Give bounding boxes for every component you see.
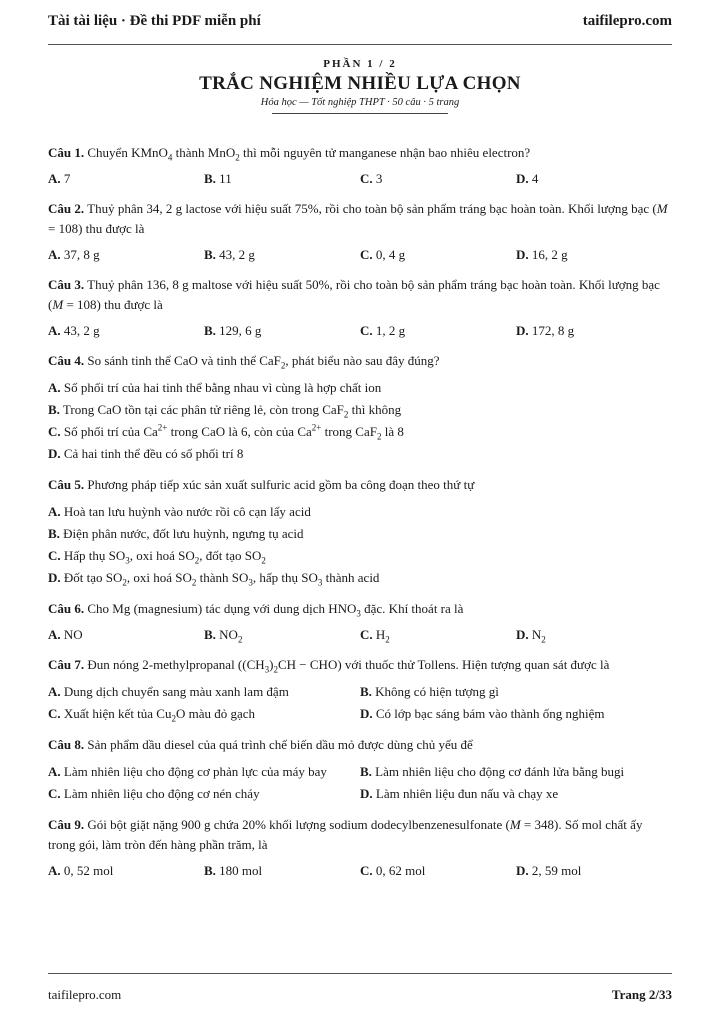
option-text: Hoà tan lưu huỳnh vào nước rồi cô cạn lấy acid xyxy=(60,504,311,519)
question-stem xyxy=(48,815,672,855)
title-block xyxy=(48,58,672,114)
footer-site-url: taifilepro.com xyxy=(48,987,122,1002)
option-b xyxy=(204,625,360,645)
option-a xyxy=(48,861,204,881)
option-text: 7 xyxy=(60,171,71,186)
question-text: Sản phẩm dầu diesel của quá trình chế biến dầu mỏ được dùng chủ yếu để xyxy=(84,737,473,752)
question-stem xyxy=(48,275,672,315)
question-number: Câu 6. xyxy=(48,601,85,616)
option-letter: D. xyxy=(360,706,373,721)
question-stem xyxy=(48,735,672,755)
option-d xyxy=(516,321,672,341)
answer-options xyxy=(48,377,672,465)
option-letter: D. xyxy=(516,323,529,338)
option-c xyxy=(48,703,360,725)
option-a xyxy=(48,761,360,783)
option-letter: B. xyxy=(204,323,216,338)
question-stem xyxy=(48,655,672,675)
option-text: 0, 52 mol xyxy=(60,863,114,878)
option-a xyxy=(48,245,204,265)
option-text: 172, 8 g xyxy=(528,323,575,338)
option-d xyxy=(516,245,672,265)
option-text: $NO_2$ xyxy=(215,627,243,645)
option-letter: C. xyxy=(48,424,61,439)
option-b xyxy=(48,526,303,541)
option-text: Làm nhiên liệu cho động cơ nén cháy xyxy=(60,786,260,801)
question-5 xyxy=(48,475,672,589)
option-text: 11 xyxy=(215,171,232,186)
option-letter: A. xyxy=(48,684,61,699)
page-number: Trang 2/33 xyxy=(611,987,672,1002)
question-number: Câu 7. xyxy=(48,657,85,672)
option-text: NO xyxy=(60,627,83,642)
option-text: Không có hiện tượng gì xyxy=(371,684,499,699)
option-letter: A. xyxy=(48,171,61,186)
answer-options xyxy=(48,681,672,725)
option-letter: B. xyxy=(204,247,216,262)
header-site-title: Tài tài liệu · Đề thi PDF miễn phí xyxy=(48,13,261,29)
option-c xyxy=(48,783,360,805)
option-text: $N_2$ xyxy=(528,627,546,645)
option-text: Dung dịch chuyển sang màu xanh lam đậm xyxy=(60,684,289,699)
question-text: Cho Mg (magnesium) tác dụng với dung dịch $HNO_3$ đặc. Khí thoát ra là xyxy=(84,601,464,619)
part-label: PHẦN 1 / 2 xyxy=(323,58,397,70)
option-a xyxy=(48,625,204,645)
option-text: Trong CaO tồn tại các phân tử riêng lẻ, còn trong CaF$_2$ thì không xyxy=(59,402,402,420)
option-letter: A. xyxy=(48,627,61,642)
option-d xyxy=(48,570,380,588)
question-list xyxy=(48,143,672,891)
footer-rule xyxy=(48,973,672,974)
question-number: Câu 9. xyxy=(48,817,85,832)
option-letter: A. xyxy=(48,863,61,878)
option-c xyxy=(360,321,516,341)
option-letter: D. xyxy=(360,786,373,801)
option-text: Số phối trí của $Ca^{2+}$ trong CaO là 6, còn của $Ca^{2+}$ trong CaF$_2$ là 8 xyxy=(60,422,404,442)
question-stem xyxy=(48,475,672,495)
option-d xyxy=(360,783,672,805)
answer-options xyxy=(48,501,672,589)
option-letter: C. xyxy=(48,548,61,563)
answer-options xyxy=(48,625,672,645)
option-letter: B. xyxy=(48,526,60,541)
question-text: Đun nóng 2-methylpropanal $((CH_3)_2CH - CHO)$ với thuốc thử Tollens. Hiện tượng quan sát được là xyxy=(84,657,610,675)
question-number: Câu 3. xyxy=(48,277,85,292)
option-text: 0, 62 mol xyxy=(372,863,426,878)
option-b xyxy=(48,402,402,420)
question-text: Gói bột giặt nặng 900 g chứa 20% khối lượng sodium dodecylbenzenesulfonate (M = 348). Số mol chất ấy trong gói, làm tròn đến hàng phần trăm, là xyxy=(48,817,643,852)
page-header xyxy=(48,13,672,30)
question-8 xyxy=(48,735,672,805)
option-text: 0, 4 g xyxy=(372,247,406,262)
option-text: Đốt tạo $SO_2$, oxi hoá $SO_2$ thành $SO_3$, hấp thụ $SO_3$ thành acid xyxy=(60,570,380,588)
option-text: Điện phân nước, đốt lưu huỳnh, ngưng tụ acid xyxy=(59,526,304,541)
answer-options xyxy=(48,245,672,265)
section-subtitle: Hóa học — Tốt nghiệp THPT · 50 câu · 5 trang xyxy=(260,97,460,108)
option-text: 16, 2 g xyxy=(528,247,568,262)
question-stem xyxy=(48,351,672,371)
question-number: Câu 1. xyxy=(48,145,85,160)
option-letter: B. xyxy=(204,627,216,642)
option-text: 37, 8 g xyxy=(60,247,100,262)
option-letter: A. xyxy=(48,764,61,779)
page-footer xyxy=(48,987,672,1003)
question-stem xyxy=(48,599,672,619)
option-letter: C. xyxy=(360,323,373,338)
question-2 xyxy=(48,199,672,265)
answer-options xyxy=(48,321,672,341)
title-underline xyxy=(272,113,448,114)
option-a xyxy=(48,380,381,395)
header-rule xyxy=(48,44,672,45)
option-b xyxy=(360,681,672,703)
option-a xyxy=(48,681,360,703)
question-9 xyxy=(48,815,672,881)
question-text: Thuỷ phân 34, 2 g lactose với hiệu suất 75%, rồi cho toàn bộ sản phẩm tráng bạc hoàn toàn. Khối lượng bạc (M = 108) thu được là xyxy=(48,201,668,236)
option-text: Số phối trí của hai tinh thể bằng nhau vì cùng là hợp chất ion xyxy=(60,380,382,395)
option-b xyxy=(360,761,672,783)
option-b xyxy=(204,169,360,189)
question-number: Câu 2. xyxy=(48,201,85,216)
header-site-url: taifilepro.com xyxy=(582,13,672,29)
question-text: So sánh tinh thể CaO và tinh thể CaF$_2$, phát biểu nào sau đây đúng? xyxy=(84,353,440,371)
option-c xyxy=(360,861,516,881)
option-text: Có lớp bạc sáng bám vào thành ống nghiệm xyxy=(372,706,605,721)
question-number: Câu 5. xyxy=(48,477,85,492)
option-d xyxy=(48,446,243,461)
question-1 xyxy=(48,143,672,189)
option-d xyxy=(360,703,672,725)
option-b xyxy=(204,861,360,881)
option-letter: B. xyxy=(360,764,372,779)
option-letter: D. xyxy=(516,627,529,642)
option-d xyxy=(516,169,672,189)
option-a xyxy=(48,321,204,341)
section-title: TRẮC NGHIỆM NHIỀU LỰA CHỌN xyxy=(199,73,521,94)
option-a xyxy=(48,504,311,519)
question-4 xyxy=(48,351,672,465)
option-text: Cả hai tinh thể đều có số phối trí 8 xyxy=(60,446,244,461)
option-text: Làm nhiên liệu cho động cơ phản lực của máy bay xyxy=(60,764,327,779)
option-text: 2, 59 mol xyxy=(528,863,582,878)
question-number: Câu 8. xyxy=(48,737,85,752)
option-text: $H_2$ xyxy=(372,627,390,645)
option-c xyxy=(360,625,516,645)
option-letter: D. xyxy=(516,863,529,878)
option-text: 1, 2 g xyxy=(372,323,406,338)
option-c xyxy=(360,245,516,265)
option-letter: D. xyxy=(48,446,61,461)
answer-options xyxy=(48,761,672,805)
option-text: Làm nhiên liệu đun nấu và chạy xe xyxy=(372,786,559,801)
option-a xyxy=(48,169,204,189)
question-text: Phương pháp tiếp xúc sản xuất sulfuric acid gồm ba công đoạn theo thứ tự xyxy=(84,477,475,492)
question-stem xyxy=(48,199,672,239)
question-stem xyxy=(48,143,672,163)
option-c xyxy=(48,422,404,442)
option-text: Xuất hiện kết tủa $Cu_2O$ màu đỏ gạch xyxy=(60,706,256,724)
answer-options xyxy=(48,169,672,189)
question-7 xyxy=(48,655,672,725)
option-letter: B. xyxy=(360,684,372,699)
option-d xyxy=(516,861,672,881)
question-text: Chuyển KMnO$_4$ thành MnO$_2$ thì mỗi nguyên tử manganese nhận bao nhiêu electron? xyxy=(84,145,531,163)
option-letter: B. xyxy=(204,863,216,878)
option-letter: A. xyxy=(48,247,61,262)
question-number: Câu 4. xyxy=(48,353,85,368)
option-text: 129, 6 g xyxy=(215,323,262,338)
question-6 xyxy=(48,599,672,645)
option-text: 43, 2 g xyxy=(215,247,255,262)
option-letter: C. xyxy=(360,171,373,186)
option-letter: C. xyxy=(48,706,61,721)
answer-options xyxy=(48,861,672,881)
option-text: Hấp thụ $SO_3$, oxi hoá $SO_2$, đốt tạo $SO_2$ xyxy=(60,548,266,566)
question-text: Thuỷ phân 136, 8 g maltose với hiệu suất 50%, rồi cho toàn bộ sản phẩm tráng bạc hoàn toàn. Khối lượng bạc (M = 108) thu được là xyxy=(48,277,660,312)
option-letter: A. xyxy=(48,504,61,519)
option-letter: B. xyxy=(48,402,60,417)
option-b xyxy=(204,321,360,341)
option-d xyxy=(516,625,672,645)
option-letter: A. xyxy=(48,323,61,338)
exam-page xyxy=(48,0,672,1018)
option-b xyxy=(204,245,360,265)
option-letter: B. xyxy=(204,171,216,186)
option-text: 43, 2 g xyxy=(60,323,100,338)
option-letter: C. xyxy=(360,247,373,262)
option-c xyxy=(360,169,516,189)
option-letter: A. xyxy=(48,380,61,395)
option-letter: C. xyxy=(48,786,61,801)
option-letter: C. xyxy=(360,627,373,642)
option-text: 3 xyxy=(372,171,383,186)
option-letter: D. xyxy=(516,247,529,262)
option-letter: D. xyxy=(48,570,61,585)
option-letter: C. xyxy=(360,863,373,878)
option-text: 4 xyxy=(528,171,539,186)
option-c xyxy=(48,548,266,566)
option-text: Làm nhiên liệu cho động cơ đánh lửa bằng bugi xyxy=(371,764,625,779)
option-letter: D. xyxy=(516,171,529,186)
question-3 xyxy=(48,275,672,341)
option-text: 180 mol xyxy=(215,863,263,878)
